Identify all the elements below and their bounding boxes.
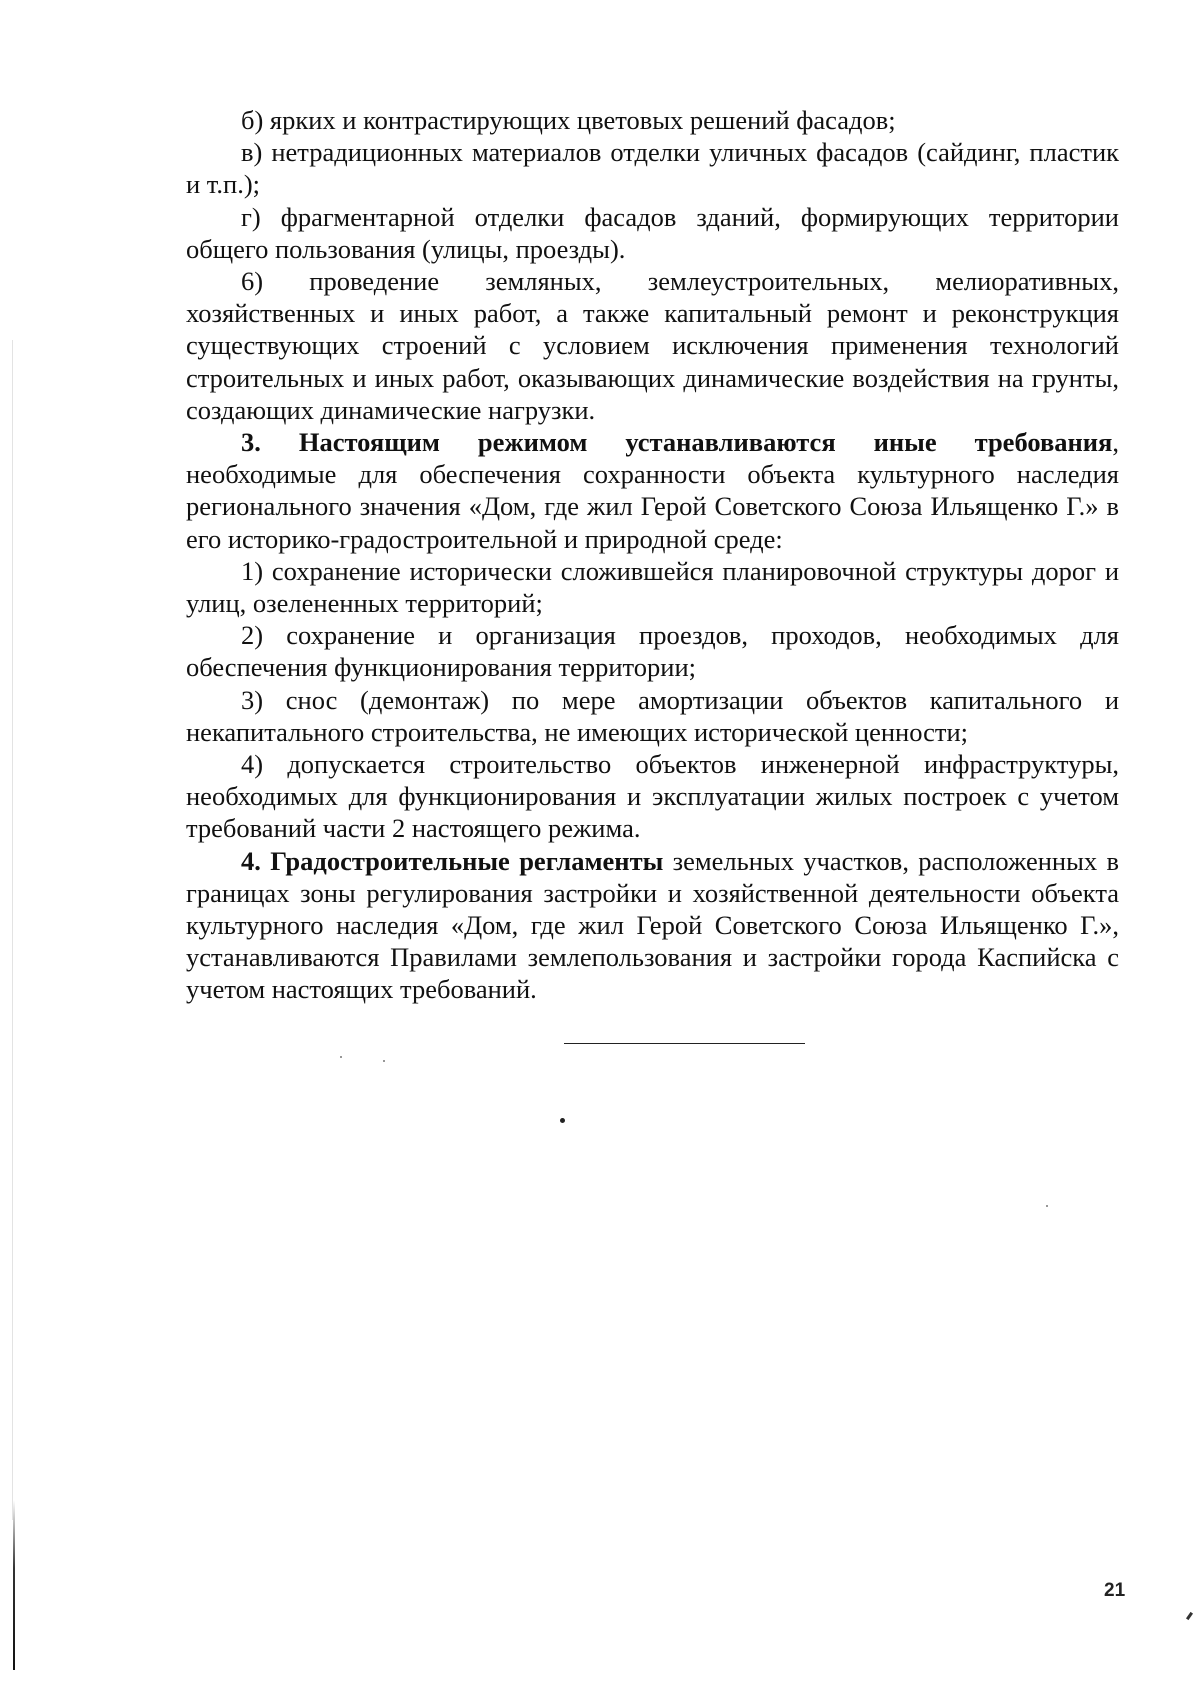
scan-edge-shadow: [12, 340, 13, 1520]
paragraph-item-2: [186, 619, 1119, 683]
paragraph-text: 3) снос (демонтаж) по мере амортизации объектов капитального и некапитального строительства, не имеющих исторической ценности;: [186, 684, 1119, 747]
scan-speck: [340, 1056, 342, 1058]
scan-dot: [560, 1118, 565, 1123]
paragraph-item-1: [186, 555, 1119, 619]
paragraph-text: земельных участков, расположенных в границах зоны регулирования застройки и хозяйственной деятельности объекта культурного наследия «Дом, где жил Герой Советского Союза Ильященко Г.», устанавливаются Правилами землепользования и застройки города Каспийска с учетом настоящих требований.: [186, 845, 1120, 1005]
paragraph-text: в) нетрадиционных материалов отделки уличных фасадов (сайдинг, пластик и т.п.);: [186, 137, 1119, 200]
paragraph-text: г) фрагментарной отделки фасадов зданий, формирующих территории общего пользования (улицы, проезды).: [186, 201, 1119, 264]
document-body: [186, 104, 1119, 1006]
end-divider-line: [564, 1043, 805, 1044]
paragraph-item-6: [186, 265, 1119, 426]
scan-speck: [383, 1060, 385, 1062]
section-4-heading: 4. Градостроительные регламенты: [241, 845, 664, 876]
paragraph-text: 1) сохранение исторически сложившейся планировочной структуры дорог и улиц, озелененных территорий;: [186, 555, 1119, 619]
paragraph-text: б) ярких и контрастирующих цветовых решений фасадов;: [241, 105, 896, 135]
paragraph-item-b: [186, 104, 1119, 136]
paragraph-text: 6) проведение земляных, землеустроительных, мелиоративных, хозяйственных и иных работ, а также капитальный ремонт и реконструкция существующих строений с условием исключения применения технологий строительных и иных работ, оказывающих динамические воздействия на грунты, создающих динамические нагрузки.: [186, 266, 1119, 425]
scan-edge-line: [13, 1500, 15, 1670]
section-3-paragraph: [186, 426, 1119, 555]
paragraph-text: 4) допускается строительство объектов инженерной инфраструктуры, необходимых для функционирования и эксплуатации жилых построек с учетом требований части 2 настоящего режима.: [186, 749, 1119, 844]
paragraph-item-g: [186, 201, 1119, 265]
paragraph-item-4: [186, 748, 1119, 845]
paragraph-item-v: [186, 136, 1119, 200]
section-4-paragraph: [186, 845, 1119, 1006]
scan-mark: [1186, 1612, 1193, 1620]
page-number: 21: [1104, 1580, 1126, 1601]
paragraph-text: , необходимые для обеспечения сохранности объекта культурного наследия регионального значения «Дом, где жил Герой Советского Союза Ильященко Г.» в его историко-градостроительной и природной среде:: [186, 427, 1119, 554]
section-3-heading: 3. Настоящим режимом устанавливаются иные требования: [241, 427, 1113, 458]
paragraph-text: 2) сохранение и организация проездов, проходов, необходимых для обеспечения функционирования территории;: [186, 620, 1119, 683]
paragraph-item-3: [186, 684, 1119, 748]
scan-speck: [1046, 1205, 1048, 1207]
